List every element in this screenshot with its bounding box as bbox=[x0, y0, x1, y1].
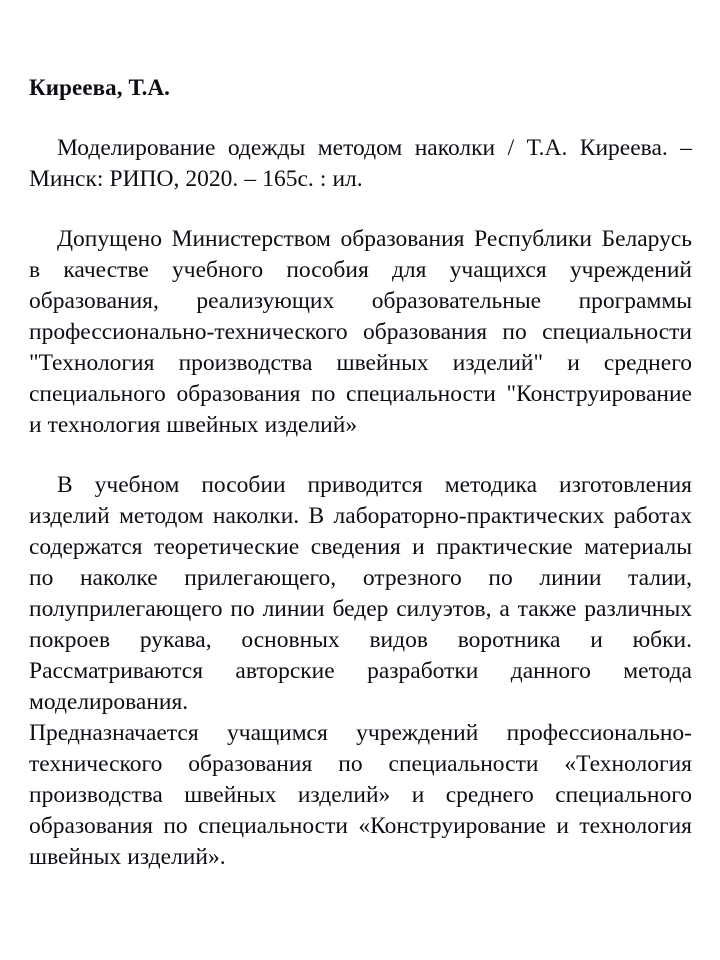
author-heading: Киреева, Т.А. bbox=[29, 75, 171, 100]
bibliographic-entry: Моделирование одежды методом наколки / Т.А. Киреева. – Минск: РИПО, 2020. – 165с. : ил. bbox=[29, 135, 692, 192]
audience-paragraph: Предназначается учащимся учреждений профессионально-технического образования по специальности «Технология производства швейных изделий» и среднего специального образования по специальности «Конструирование и технология швейных изделий». bbox=[29, 720, 692, 870]
summary-paragraph: В учебном пособии приводится методика изготовления изделий методом наколки. В лабораторно-практических работах содержатся теоретические сведения и практические материалы по наколке прилегающего, отрезного по линии талии, полуприлегающего по линии бедер силуэтов, а также различных покроев рукава, основных видов воротника и юбки. Рассматриваются авторские разработки данного метода моделирования. bbox=[29, 472, 692, 715]
approval-statement-paragraph: Допущено Министерством образования Республики Беларусь в качестве учебного пособия для учащихся учреждений образования, реализующих образовательные программы профессионально-технического образования по специальности "Технология производства швейных изделий" и среднего специального образования по специальности "Конструирование и технология швейных изделий» bbox=[29, 226, 692, 438]
